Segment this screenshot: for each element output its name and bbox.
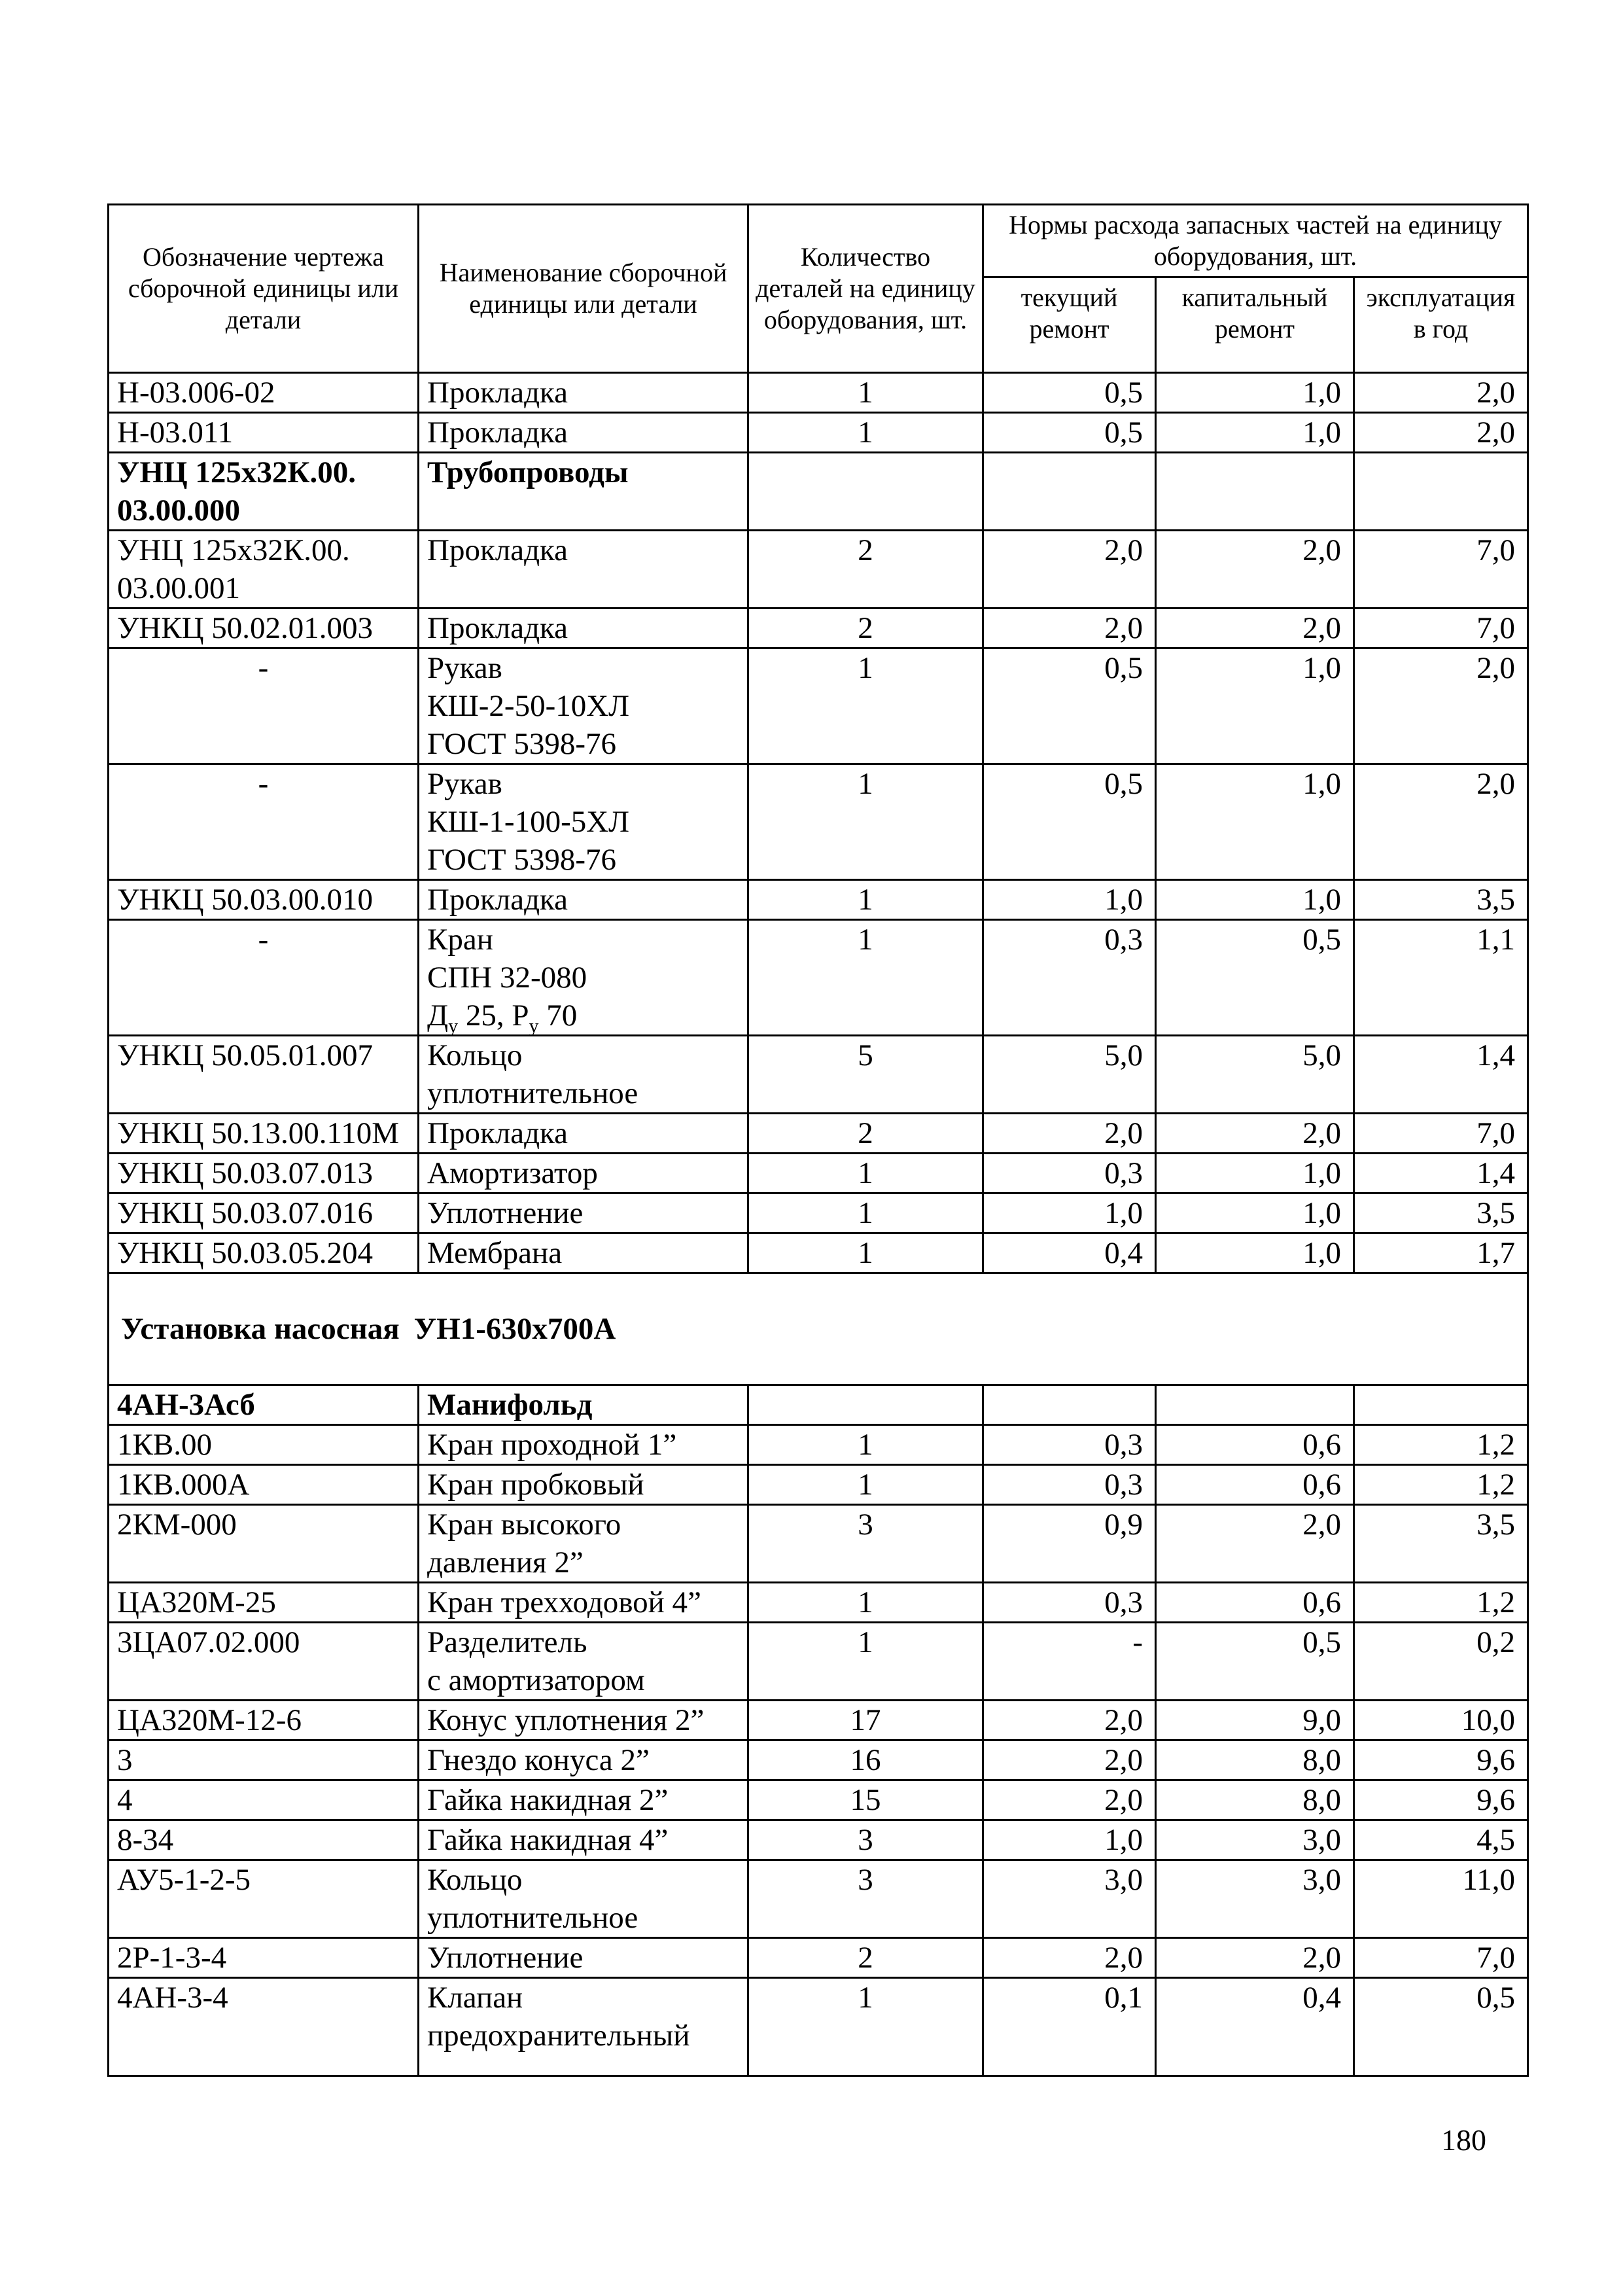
table-row — [109, 1623, 1528, 1701]
cell-code: УНКЦ 50.03.00.010 — [109, 880, 419, 920]
cell-quantity: 2 — [748, 609, 983, 648]
cell-quantity — [748, 1385, 983, 1425]
table-row — [109, 1193, 1528, 1233]
cell-operation: 10,0 — [1354, 1701, 1528, 1740]
table-row — [109, 764, 1528, 880]
cell-code: 3 — [109, 1740, 419, 1780]
du-value: 25, Р — [458, 998, 529, 1033]
section-label: Установка насосная — [121, 1312, 400, 1346]
header-quantity: Количество деталей на единицу оборудования, шт. — [748, 205, 983, 373]
cell-capital-repair: 2,0 — [1156, 609, 1354, 648]
cell-capital-repair: 1,0 — [1156, 1193, 1354, 1233]
table-row — [109, 1114, 1528, 1154]
cell-capital-repair: 0,6 — [1156, 1465, 1354, 1505]
cell-current-repair: 2,0 — [983, 1114, 1156, 1154]
cell-capital-repair: 3,0 — [1156, 1820, 1354, 1860]
cell-quantity: 1 — [748, 1978, 983, 2076]
header-current-repair: текущий ремонт — [983, 277, 1156, 373]
cell-capital-repair: 1,0 — [1156, 413, 1354, 453]
cell-operation: 1,1 — [1354, 920, 1528, 1036]
section-row — [109, 1273, 1528, 1385]
cell-code: УНКЦ 50.03.05.204 — [109, 1233, 419, 1273]
cell-quantity: 1 — [748, 764, 983, 880]
crane-name-line1: Кран — [427, 923, 493, 957]
cell-operation: 2,0 — [1354, 764, 1528, 880]
cell-code: Н-03.006-02 — [109, 373, 419, 413]
cell-capital-repair: 1,0 — [1156, 1233, 1354, 1273]
cell-capital-repair: 1,0 — [1156, 880, 1354, 920]
cell-name: Мембрана — [419, 1233, 748, 1273]
cell-quantity: 1 — [748, 1623, 983, 1701]
cell-code: УНЦ 125х32К.00. 03.00.001 — [109, 531, 419, 609]
cell-operation: 4,5 — [1354, 1820, 1528, 1860]
table-row — [109, 1465, 1528, 1505]
table-row — [109, 373, 1528, 413]
crane-name-line3 — [427, 997, 739, 1037]
cell-quantity: 1 — [748, 920, 983, 1036]
cell-name: Кран высокого давления 2” — [419, 1505, 748, 1583]
cell-capital-repair: 8,0 — [1156, 1740, 1354, 1780]
cell-operation — [1354, 453, 1528, 531]
cell-quantity: 3 — [748, 1820, 983, 1860]
table-row — [109, 1820, 1528, 1860]
cell-operation: 1,4 — [1354, 1154, 1528, 1193]
cell-code: 4 — [109, 1780, 419, 1820]
cell-code: 1КВ.000А — [109, 1465, 419, 1505]
cell-operation: 1,4 — [1354, 1036, 1528, 1114]
cell-name: Кольцо уплотнительное — [419, 1860, 748, 1938]
cell-operation: 3,5 — [1354, 1193, 1528, 1233]
header-operation-per-year: эксплуатация в год — [1354, 277, 1528, 373]
table-row — [109, 1978, 1528, 2076]
cell-quantity: 1 — [748, 1583, 983, 1623]
table-row — [109, 531, 1528, 609]
cell-current-repair: 0,3 — [983, 1465, 1156, 1505]
cell-name: Клапан предохранительный — [419, 1978, 748, 2076]
table-row — [109, 1740, 1528, 1780]
cell-quantity: 1 — [748, 1425, 983, 1465]
cell-capital-repair: 0,6 — [1156, 1425, 1354, 1465]
cell-name: Рукав КШ-1-100-5ХЛ ГОСТ 5398-76 — [419, 764, 748, 880]
table-row — [109, 413, 1528, 453]
cell-name: Манифольд — [419, 1385, 748, 1425]
cell-name: Кран трехходовой 4” — [419, 1583, 748, 1623]
cell-current-repair: 0,3 — [983, 1583, 1156, 1623]
cell-code: 1КВ.00 — [109, 1425, 419, 1465]
section-heading — [109, 1273, 1528, 1385]
cell-name: Амортизатор — [419, 1154, 748, 1193]
header-designation: Обозначение чертежа сборочной единицы или детали — [109, 205, 419, 373]
cell-quantity: 2 — [748, 1938, 983, 1978]
cell-name: Прокладка — [419, 1114, 748, 1154]
section-model: УН1-630х700А — [413, 1312, 616, 1346]
cell-current-repair: 2,0 — [983, 1701, 1156, 1740]
table-row — [109, 1583, 1528, 1623]
table-row — [109, 1385, 1528, 1425]
cell-code: 4АН-3-4 — [109, 1978, 419, 2076]
cell-capital-repair: 0,5 — [1156, 920, 1354, 1036]
cell-name: Кран пробковый — [419, 1465, 748, 1505]
cell-name: Гайка накидная 2” — [419, 1780, 748, 1820]
cell-name: Кран проходной 1” — [419, 1425, 748, 1465]
cell-code: 4АН-3Асб — [109, 1385, 419, 1425]
cell-operation: 7,0 — [1354, 609, 1528, 648]
header-capital-repair: капитальный ремонт — [1156, 277, 1354, 373]
cell-name: Прокладка — [419, 609, 748, 648]
cell-capital-repair: 0,6 — [1156, 1583, 1354, 1623]
table-row — [109, 609, 1528, 648]
cell-code: Н-03.011 — [109, 413, 419, 453]
cell-code: 2КМ-000 — [109, 1505, 419, 1583]
cell-code: УНКЦ 50.02.01.003 — [109, 609, 419, 648]
cell-code: ЦА320М-25 — [109, 1583, 419, 1623]
cell-capital-repair: 1,0 — [1156, 1154, 1354, 1193]
cell-operation: 2,0 — [1354, 648, 1528, 764]
cell-name: Рукав КШ-2-50-10ХЛ ГОСТ 5398-76 — [419, 648, 748, 764]
cell-quantity: 5 — [748, 1036, 983, 1114]
cell-capital-repair: 1,0 — [1156, 764, 1354, 880]
cell-code: - — [109, 920, 419, 1036]
cell-operation: 7,0 — [1354, 531, 1528, 609]
table-row — [109, 648, 1528, 764]
cell-capital-repair: 2,0 — [1156, 1938, 1354, 1978]
cell-current-repair: 1,0 — [983, 880, 1156, 920]
cell-operation: 0,5 — [1354, 1978, 1528, 2076]
cell-operation: 7,0 — [1354, 1938, 1528, 1978]
cell-operation: 7,0 — [1354, 1114, 1528, 1154]
table-row — [109, 1154, 1528, 1193]
cell-operation: 3,5 — [1354, 880, 1528, 920]
cell-name: Уплотнение — [419, 1193, 748, 1233]
cell-current-repair: 0,4 — [983, 1233, 1156, 1273]
cell-operation: 1,2 — [1354, 1583, 1528, 1623]
table-body-section — [109, 1273, 1528, 1385]
cell-code: 8-34 — [109, 1820, 419, 1860]
header-norms-group: Нормы расхода запасных частей на единицу оборудования, шт. — [983, 205, 1528, 277]
header-name: Наименование сборочной единицы или детали — [419, 205, 748, 373]
pu-subscript: у — [529, 1015, 539, 1037]
table-body-crane — [109, 920, 1528, 1036]
cell-name: Прокладка — [419, 373, 748, 413]
cell-current-repair: 0,3 — [983, 1154, 1156, 1193]
cell-name: Конус уплотнения 2” — [419, 1701, 748, 1740]
cell-code: УНКЦ 50.03.07.016 — [109, 1193, 419, 1233]
cell-current-repair: 0,3 — [983, 920, 1156, 1036]
cell-capital-repair: 0,4 — [1156, 1978, 1354, 2076]
cell-capital-repair: 9,0 — [1156, 1701, 1354, 1740]
table-header — [109, 205, 1528, 373]
cell-name: Кольцо уплотнительное — [419, 1036, 748, 1114]
du-subscript: у — [448, 1015, 459, 1037]
table-row — [109, 920, 1528, 1036]
cell-quantity: 1 — [748, 1465, 983, 1505]
cell-capital-repair: 3,0 — [1156, 1860, 1354, 1938]
cell-quantity: 1 — [748, 880, 983, 920]
cell-current-repair: 0,1 — [983, 1978, 1156, 2076]
cell-capital-repair: 5,0 — [1156, 1036, 1354, 1114]
cell-name: Прокладка — [419, 413, 748, 453]
cell-capital-repair: 1,0 — [1156, 648, 1354, 764]
table-row — [109, 453, 1528, 531]
crane-name-line2: СПН 32-080 — [427, 961, 587, 995]
cell-name: Уплотнение — [419, 1938, 748, 1978]
cell-capital-repair: 0,5 — [1156, 1623, 1354, 1701]
table-row — [109, 1036, 1528, 1114]
cell-quantity — [748, 453, 983, 531]
table-body-part2 — [109, 1036, 1528, 1273]
pu-value: 70 — [538, 998, 578, 1033]
cell-quantity: 17 — [748, 1701, 983, 1740]
cell-current-repair: 5,0 — [983, 1036, 1156, 1114]
cell-capital-repair: 2,0 — [1156, 1505, 1354, 1583]
cell-current-repair: 0,5 — [983, 648, 1156, 764]
cell-quantity: 1 — [748, 1233, 983, 1273]
cell-code: ЦА320М-12-6 — [109, 1701, 419, 1740]
cell-quantity: 1 — [748, 1154, 983, 1193]
cell-current-repair: 0,5 — [983, 373, 1156, 413]
cell-current-repair: 1,0 — [983, 1193, 1156, 1233]
cell-current-repair: 0,5 — [983, 764, 1156, 880]
cell-current-repair: 2,0 — [983, 1740, 1156, 1780]
cell-quantity: 1 — [748, 373, 983, 413]
cell-quantity: 15 — [748, 1780, 983, 1820]
cell-code: - — [109, 764, 419, 880]
cell-code: - — [109, 648, 419, 764]
cell-quantity: 16 — [748, 1740, 983, 1780]
cell-operation: 9,6 — [1354, 1780, 1528, 1820]
cell-operation: 2,0 — [1354, 413, 1528, 453]
cell-capital-repair: 8,0 — [1156, 1780, 1354, 1820]
cell-current-repair: 0,3 — [983, 1425, 1156, 1465]
cell-current-repair — [983, 453, 1156, 531]
cell-current-repair: 2,0 — [983, 1780, 1156, 1820]
cell-current-repair: - — [983, 1623, 1156, 1701]
cell-code: УНЦ 125х32К.00. 03.00.000 — [109, 453, 419, 531]
cell-capital-repair: 2,0 — [1156, 1114, 1354, 1154]
cell-name: Прокладка — [419, 531, 748, 609]
cell-operation: 3,5 — [1354, 1505, 1528, 1583]
table-row — [109, 1505, 1528, 1583]
cell-operation: 1,2 — [1354, 1425, 1528, 1465]
cell-current-repair: 1,0 — [983, 1820, 1156, 1860]
du-symbol: Д — [427, 998, 449, 1033]
table-body-part1 — [109, 373, 1528, 920]
cell-quantity: 1 — [748, 413, 983, 453]
cell-current-repair: 0,9 — [983, 1505, 1156, 1583]
cell-name: Гайка накидная 4” — [419, 1820, 748, 1860]
cell-capital-repair — [1156, 453, 1354, 531]
cell-capital-repair — [1156, 1385, 1354, 1425]
cell-code: УНКЦ 50.05.01.007 — [109, 1036, 419, 1114]
cell-current-repair: 2,0 — [983, 1938, 1156, 1978]
table-body-part3 — [109, 1385, 1528, 2076]
cell-code: 2Р-1-3-4 — [109, 1938, 419, 1978]
cell-quantity: 1 — [748, 1193, 983, 1233]
cell-operation: 2,0 — [1354, 373, 1528, 413]
cell-quantity: 2 — [748, 1114, 983, 1154]
spare-parts-table — [107, 203, 1529, 2077]
cell-quantity: 2 — [748, 531, 983, 609]
cell-name — [419, 920, 748, 1036]
cell-operation: 9,6 — [1354, 1740, 1528, 1780]
cell-current-repair: 3,0 — [983, 1860, 1156, 1938]
table-row — [109, 1780, 1528, 1820]
cell-operation: 1,7 — [1354, 1233, 1528, 1273]
table-row — [109, 1701, 1528, 1740]
cell-name: Прокладка — [419, 880, 748, 920]
table-row — [109, 1233, 1528, 1273]
cell-name: Трубопроводы — [419, 453, 748, 531]
cell-code: УНКЦ 50.03.07.013 — [109, 1154, 419, 1193]
table-row — [109, 880, 1528, 920]
cell-operation: 0,2 — [1354, 1623, 1528, 1701]
cell-operation — [1354, 1385, 1528, 1425]
cell-name: Гнездо конуса 2” — [419, 1740, 748, 1780]
cell-operation: 1,2 — [1354, 1465, 1528, 1505]
cell-quantity: 3 — [748, 1860, 983, 1938]
cell-name: Разделитель с амортизатором — [419, 1623, 748, 1701]
cell-code: УНКЦ 50.13.00.110М — [109, 1114, 419, 1154]
cell-quantity: 1 — [748, 648, 983, 764]
cell-code: АУ5-1-2-5 — [109, 1860, 419, 1938]
cell-current-repair: 2,0 — [983, 609, 1156, 648]
cell-current-repair — [983, 1385, 1156, 1425]
cell-capital-repair: 1,0 — [1156, 373, 1354, 413]
cell-current-repair: 2,0 — [983, 531, 1156, 609]
cell-operation: 11,0 — [1354, 1860, 1528, 1938]
cell-quantity: 3 — [748, 1505, 983, 1583]
cell-current-repair: 0,5 — [983, 413, 1156, 453]
table-row — [109, 1425, 1528, 1465]
table-row — [109, 1860, 1528, 1938]
page-number: 180 — [1441, 2123, 1486, 2157]
cell-capital-repair: 2,0 — [1156, 531, 1354, 609]
table-row — [109, 1938, 1528, 1978]
cell-code: 3ЦА07.02.000 — [109, 1623, 419, 1701]
